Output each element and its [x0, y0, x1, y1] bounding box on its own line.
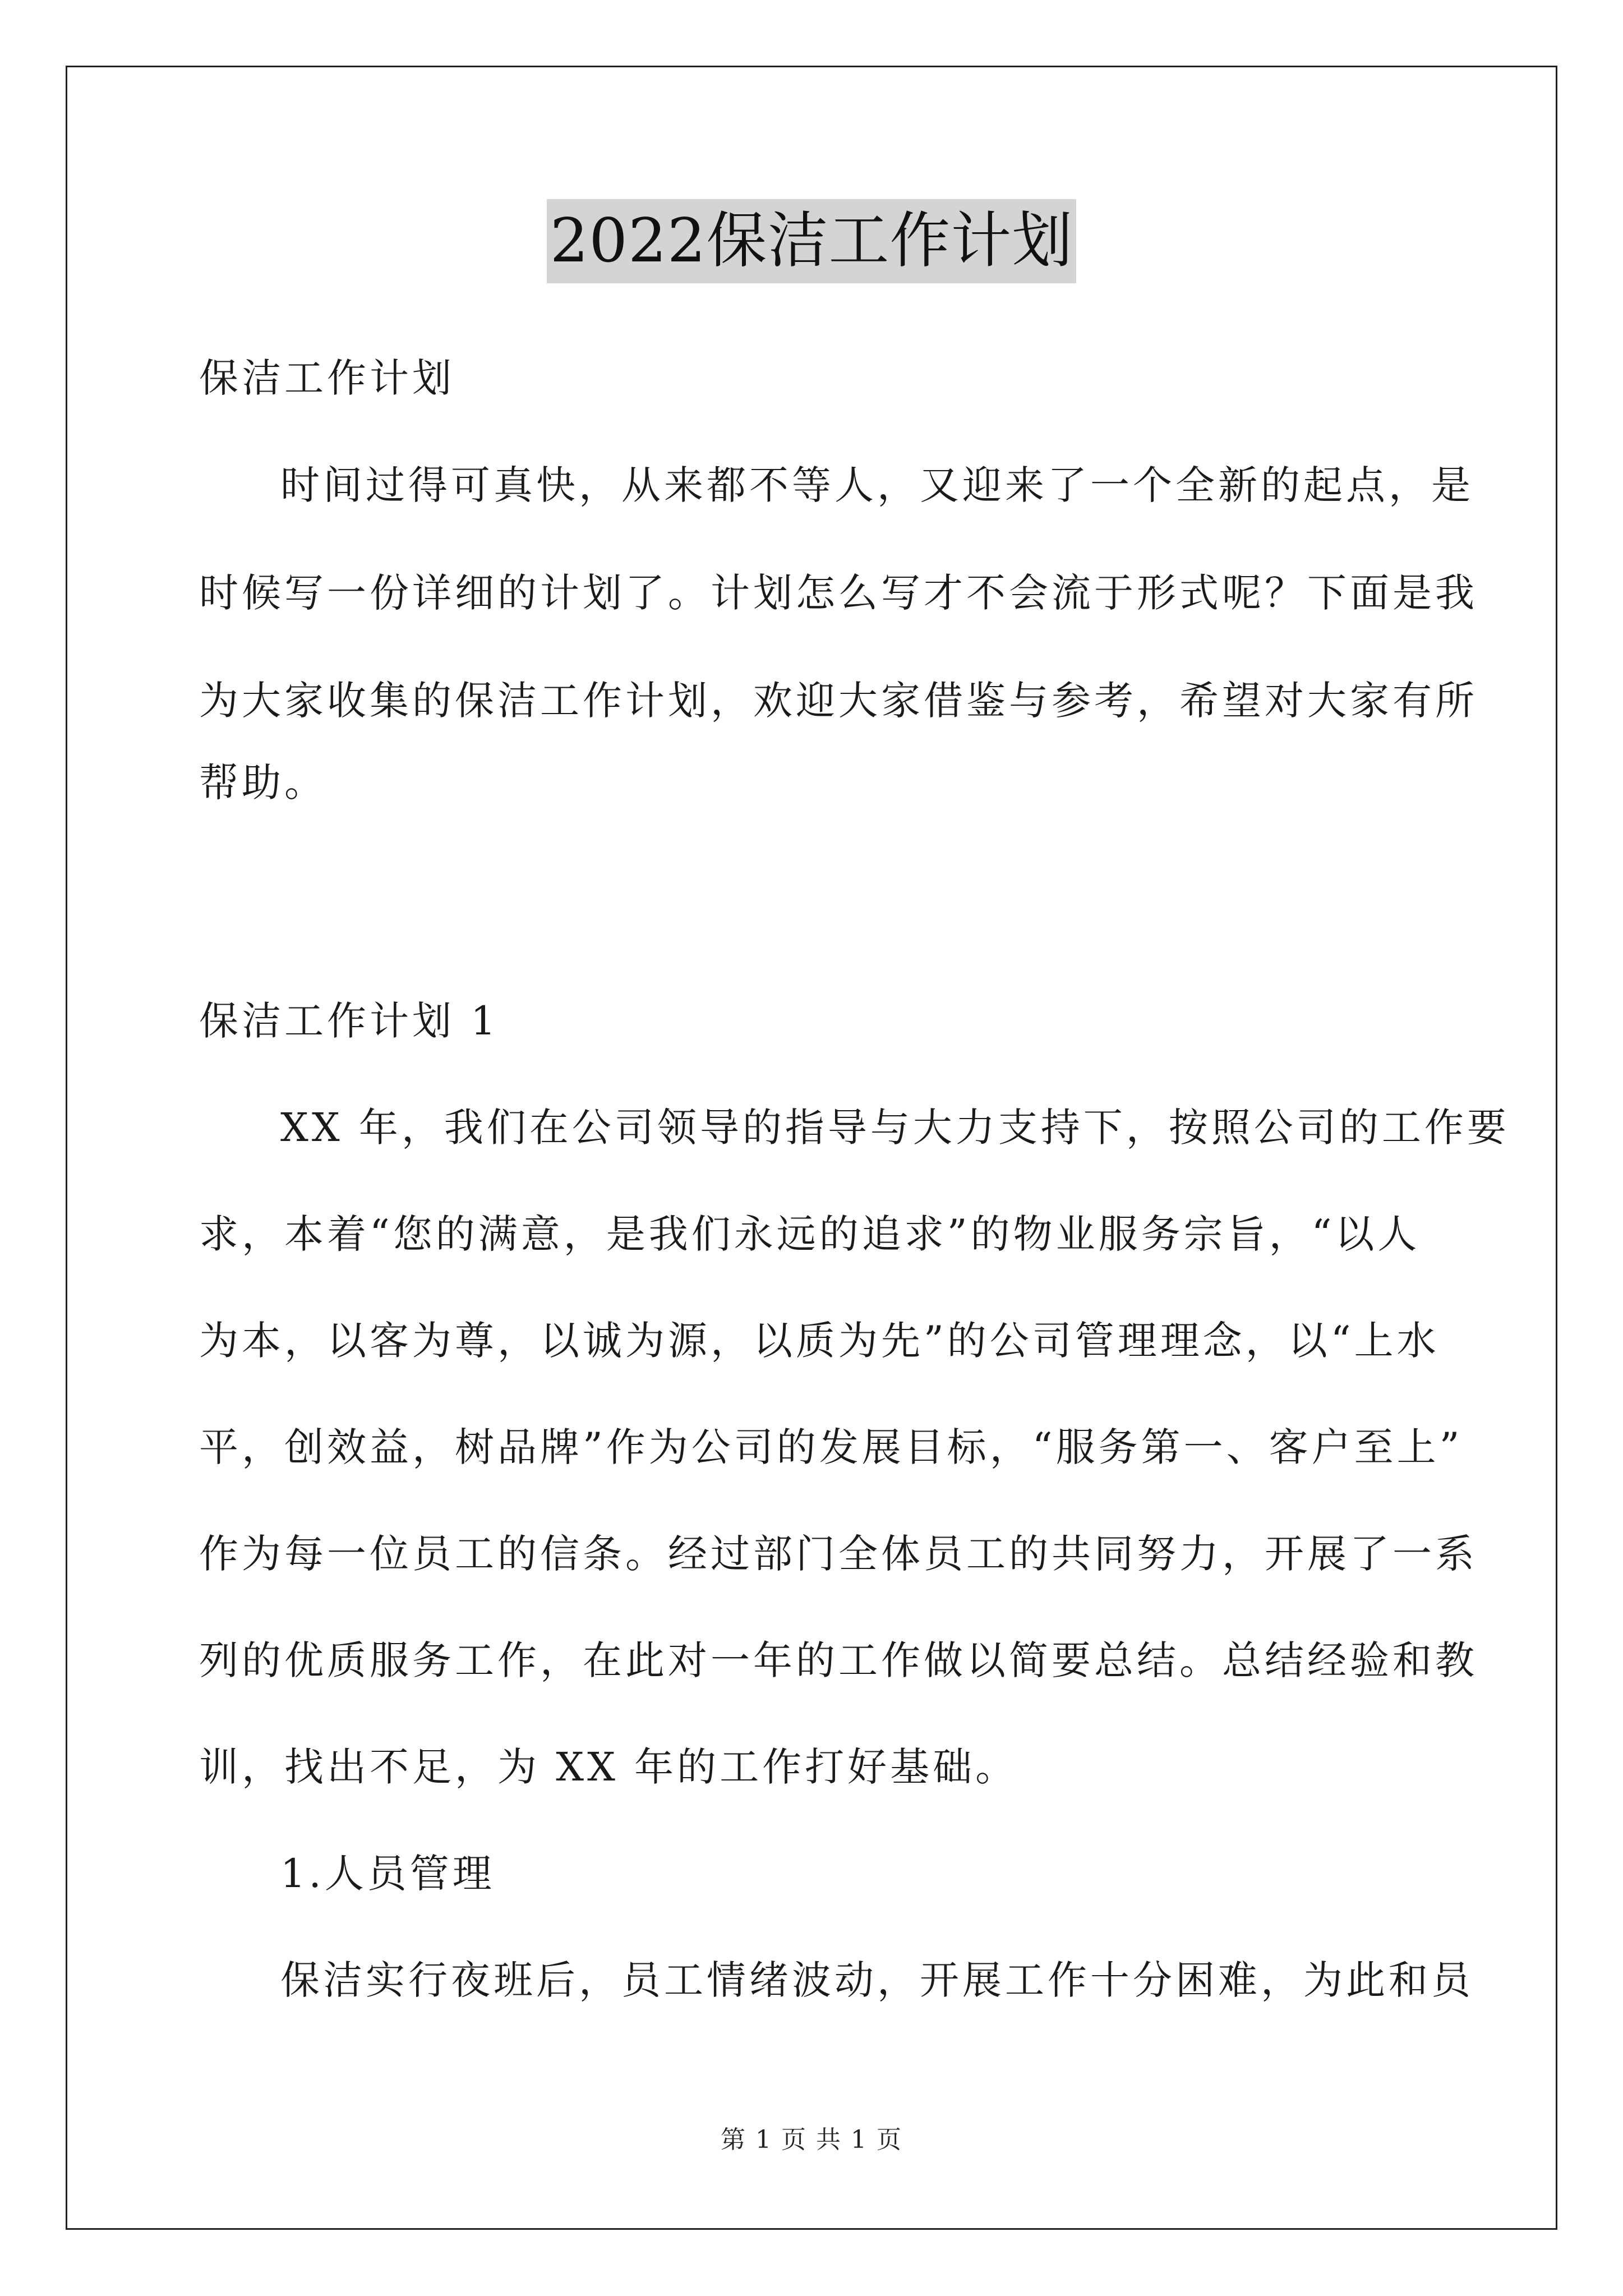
intro-line: 时候写一份详细的计划了。计划怎么写才不会流于形式呢？下面是我: [199, 570, 1478, 616]
intro-line: 为大家收集的保洁工作计划，欢迎大家借鉴与参考，希望对大家有所: [199, 678, 1478, 724]
body-line: 平，创效益，树品牌”作为公司的发展目标，“服务第一、客户至上”: [199, 1424, 1463, 1470]
title-container: [0, 199, 1623, 283]
page-footer: 第 1 页 共 1 页: [721, 2125, 902, 2154]
body-line: 作为每一位员工的信条。经过部门全体员工的共同努力，开展了一系: [199, 1531, 1478, 1577]
body-line: 为本，以客为尊，以诚为源，以质为先”的公司管理理念，以“上水: [199, 1318, 1440, 1364]
body-line: XX 年，我们在公司领导的指导与大力支持下，按照公司的工作要: [280, 1105, 1510, 1151]
section-heading: 保洁工作计划 1: [199, 998, 499, 1044]
document-title: 2022保洁工作计划: [547, 199, 1077, 283]
body-line: 训，找出不足，为 XX 年的工作打好基础。: [199, 1744, 1018, 1790]
body-line: 列的优质服务工作，在此对一年的工作做以简要总结。总结经验和教: [199, 1637, 1478, 1683]
item-heading: 1.人员管理: [280, 1851, 495, 1897]
body-line: 保洁实行夜班后，员工情绪波动，开展工作十分困难，为此和员: [280, 1957, 1474, 2003]
subtitle: 保洁工作计划: [199, 355, 455, 401]
intro-line: 时间过得可真快，从来都不等人，又迎来了一个全新的起点，是: [280, 462, 1474, 508]
body-line: 求，本着“您的满意，是我们永远的追求”的物业服务宗旨，“以人: [199, 1211, 1421, 1257]
intro-line: 帮助。: [199, 760, 327, 806]
